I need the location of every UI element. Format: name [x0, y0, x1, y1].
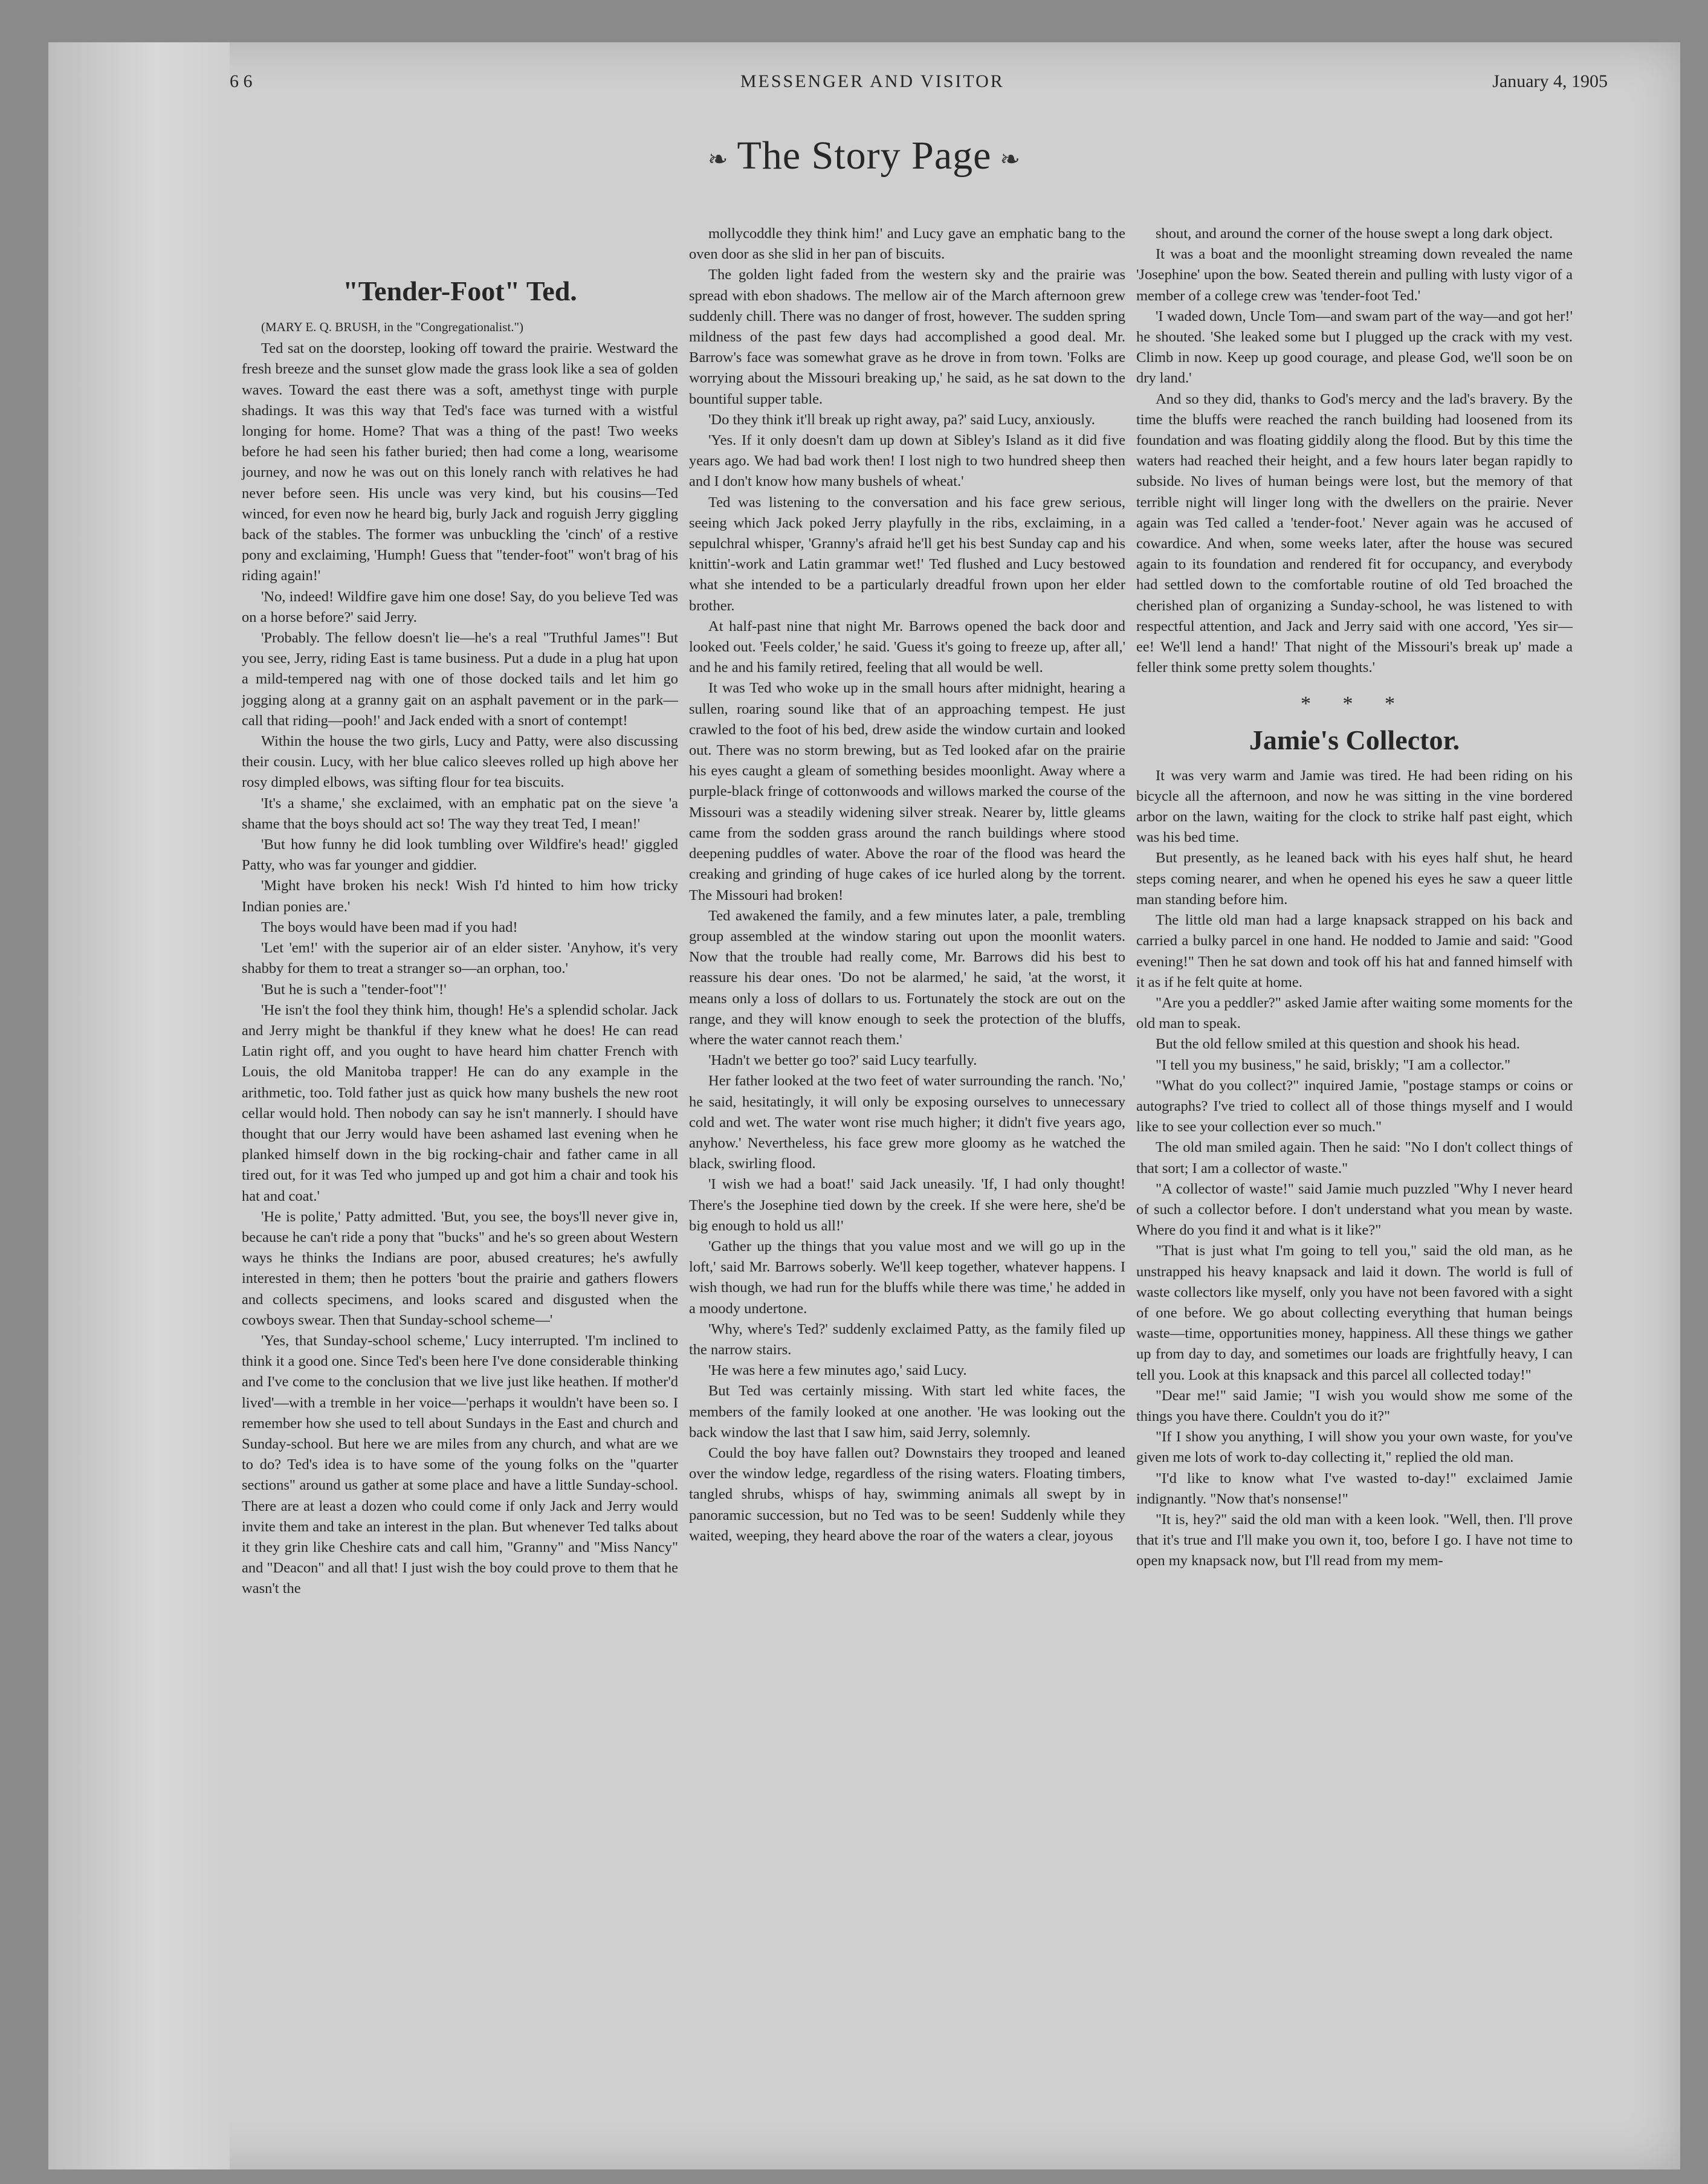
paragraph: 'He isn't the fool they think him, though! He's a splendid scholar. Jack and Jerry might be thankful if they knew what he does! He can read Latin right off, and you ought to have heard him chatter French with Louis, the old Manitoba trapper! He can do any example in the arithmetic, too. Told father just as quick how many bushels the new root cellar would hold. Then nobody can say he isn't mannerly. I should have thought that our Jerry would have been ashamed last evening when he planked himself down in the big rocking-chair and father came in all tired out, for it was Ted who jumped up and got him a chair and took his hat and coat.' — [242, 1001, 678, 1204]
story1-col2-body — [689, 224, 1125, 1546]
paragraph: Ted awakened the family, and a few minutes later, a pale, trembling group assembled at the window staring out upon the moonlit waters. Now that the trouble had really come, Mr. Barrows did his best to reassure his dear ones. 'Do not be alarmed,' he said, 'at the worst, it means only a loss of dollars to us. Fortunately the stock are out on the range, and they will know enough to seek the protection of the bluffs, where the water cannot reach them.' — [689, 907, 1125, 1048]
publication-name: MESSENGER AND VISITOR — [740, 71, 1004, 91]
page-fold-shadow — [48, 42, 230, 2169]
paragraph: The golden light faded from the western sky and the prairie was spread with ebon shadows. The mellow air of the March afternoon grew suddenly chill. There was no danger of frost, however. The sudden spring mildness of the past few days had accomplished a good deal. Mr. Barrow's face was somewhat grave as he drove in from town. 'Folks are worrying about the Missouri breaking up,' he said, as he sat down to the bountiful supper table. — [689, 267, 1125, 407]
paragraph: Could the boy have fallen out? Downstairs they trooped and leaned over the window ledge, regardless of the rising waters. Floating timbers, tangled shrubs, whisps of hay, swimming animals all swept by in panoramic succession, but no Ted was to be seen! Suddenly while they waited, weeping, they heard above the roar of the waters a clear, joyous — [689, 1444, 1125, 1544]
paragraph: Her father looked at the two feet of water surrounding the ranch. 'No,' he said, hesitatingly, it will only be exposing ourselves to unnecessary cold and wet. The water wont rise much higher; it didn't five years ago, anyhow.' Nevertheless, his face grew more gloomy as he watched the black, swirling flood. — [689, 1073, 1125, 1172]
story1-col3-body — [1136, 224, 1573, 678]
paragraph: 'It's a shame,' she exclaimed, with an emphatic pat on the sieve 'a shame that the boys should act so! The way they treat Ted, I mean!' — [242, 795, 678, 832]
ornament-right-icon: ❧ — [1000, 146, 1021, 173]
paragraph: 'Probably. The fellow doesn't lie—he's a real "Truthful James"! But you see, Jerry, riding East is tame business. Put a dude in a plug hat upon a mild-tempered nag with one of those docked tails and let him go jogging along at a granny gait on an asphalt pavement or in the park—call that riding—pooh!' and Jack ended with a snort of contempt! — [242, 630, 678, 729]
paragraph: It was very warm and Jamie was tired. He had been riding on his bicycle all the afternoon, and now he was sitting in the vine bordered arbor on the lawn, waiting for the clock to strike half past eight, which was his bed time. — [1136, 767, 1573, 846]
paragraph: "What do you collect?" inquired Jamie, "postage stamps or coins or autographs? I've tried to collect all of those things myself and I would like to see your collection ever so much." — [1136, 1077, 1573, 1136]
issue-date: January 4, 1905 — [1492, 71, 1608, 91]
paragraph: 'Let 'em!' with the superior air of an elder sister. 'Anyhow, it's very shabby for them to treat a stranger so—an orphan, too.' — [242, 940, 678, 977]
paragraph: And so they did, thanks to God's mercy and the lad's bravery. By the time the bluffs were reached the ranch building had loosened from its foundation and was floating giddily along the flood. But by this time the waters had reached their height, and a few hours later began rapidly to subside. No lives of human beings were lost, but the memory of that terrible night will linger long with the dwellers on the prairie. Never again was Ted called a 'tender-foot.' Never again was he accused of cowardice. And when, some weeks later, after the house was secured again to its foundation and rendered fit for occupancy, and everybody had settled down to the comfortable routine of old Ted broached the cherished plan of organizing a Sunday-school, he was listened to with respectful attention, and Jack and Jerry said with one accord, 'Yes sir—ee! We'll lend a hand!' That night of the Missouri's break up' made a feller think some pretty solem thoughts.' — [1136, 390, 1573, 676]
paragraph: 'Gather up the things that you value most and we will go up in the loft,' said Mr. Barrows soberly. We'll keep together, whatever happens. I wish though, we had run for the bluffs while there was time,' he added in a moody undertone. — [689, 1238, 1125, 1317]
paragraph: "It is, hey?" said the old man with a keen look. "Well, then. I'll prove that it's true and I'll make you own it, too, before I go. I have not time to open my knapsack now, but I'll read from my mem- — [1136, 1511, 1573, 1569]
paragraph: But Ted was certainly missing. With start led white faces, the members of the family looked at one another. 'He was looking out the back window the last that I saw him, said Jerry, solemnly. — [689, 1383, 1125, 1441]
paragraph: Ted was listening to the conversation and his face grew serious, seeing which Jack poked Jerry playfully in the ribs, exclaiming, in a sepulchral whisper, 'Granny's afraid he'll get his best Sunday cap and his knittin'-work and Latin grammar wet!' Ted flushed and Lucy bestowed what she intended to be a particularly dreadful frown upon her elder brother. — [689, 494, 1125, 614]
column-1 — [242, 266, 678, 1600]
paragraph: The old man smiled again. Then he said: "No I don't collect things of that sort; I am a collector of waste." — [1136, 1139, 1573, 1177]
paragraph: 'I wish we had a boat!' said Jack uneasily. 'If, I had only thought! There's the Josephine tied down by the creek. If she were here, she'd be big enough to hold us all!' — [689, 1176, 1125, 1234]
story1-title: "Tender-Foot" Ted. — [343, 276, 577, 306]
paragraph: 'Do they think it'll break up right away, pa?' said Lucy, anxiously. — [708, 411, 1095, 428]
paragraph: 'He was here a few minutes ago,' said Lucy. — [708, 1362, 967, 1379]
paragraph: "Are you a peddler?" asked Jamie after waiting some moments for the old man to speak. — [1136, 994, 1573, 1032]
paragraph: But presently, as he leaned back with his eyes half shut, he heard steps coming nearer, and when he opened his eyes he saw a queer little man standing before him. — [1136, 850, 1573, 908]
paragraph: "If I show you anything, I will show you your own waste, for you've given me lots of work to-day collecting it," replied the old man. — [1136, 1429, 1573, 1466]
paragraph: Within the house the two girls, Lucy and Patty, were also discussing their cousin. Lucy, with her blue calico sleeves rolled up high above her rosy dimpled elbows, was sifting flour for tea biscuits. — [242, 733, 678, 791]
paragraph: It was a boat and the moonlight streaming down revealed the name 'Josephine' upon the bow. Seated therein and pulling with lusty vigor of a member of a college crew was 'tender-foot Ted.' — [1136, 246, 1573, 304]
paragraph: 'But he is such a "tender-foot"!' — [261, 981, 447, 998]
paragraph: 'He is polite,' Patty admitted. 'But, you see, the boys'll never give in, because he can't ride a pony that "bucks" and he's so green about Western ways he thinks the Indians are poor, abused creatures; he's awfully interested in them; then he potters 'bout the prairie and gathers flowers and collects specimens, and looks scared and disgusted when the cowboys swear. Then that Sunday-school scheme—' — [242, 1208, 678, 1328]
newspaper-page — [48, 42, 1680, 2169]
paragraph: 'Hadn't we better go too?' said Lucy tearfully. — [708, 1052, 977, 1069]
paragraph: The boys would have been mad if you had! — [261, 919, 518, 935]
paragraph: "That is just what I'm going to tell you," said the old man, as he unstrapped his heavy knapsack and laid it down. The world is full of waste collectors like myself, only you have not been favored with a sight of one before. We go about collecting everything that human beings waste—time, opportunities money, happiness. All these things we gather up from day to day, and sometimes our loads are frightfully heavy, I can tell you. Look at this knapsack and this parcel all collected today!" — [1136, 1242, 1573, 1383]
paragraph: At half-past nine that night Mr. Barrows opened the back door and looked out. 'Feels colder,' he said. 'Guess it's going to freeze up, after all,' and he and his family retired, feeling that all would be well. — [689, 618, 1125, 676]
paragraph: shout, and around the corner of the house swept a long dark object. — [1156, 225, 1553, 242]
paragraph: But the old fellow smiled at this question and shook his head. — [1156, 1036, 1520, 1053]
story1-credit: (MARY E. Q. BRUSH, in the "Congregationalist.") — [261, 320, 524, 334]
page-header — [230, 63, 1608, 100]
paragraph: Ted sat on the doorstep, looking off toward the prairie. Westward the fresh breeze and the sunset glow made the grass look like a sea of golden waves. Toward the east there was a soft, amethyst tinge with purple shadings. It was this way that Ted's face was turned with a wistful longing for home. Home? That was a thing of the past! Two weeks before he had seen his father buried; then had come a long, wearisome journey, and now he was out on this lonely ranch with relatives he had never before seen. His uncle was very kind, but his cousins—Ted winced, for even now he heard big, burly Jack and roguish Jerry giggling back of the stables. The former was unbuckling the 'cinch' of a restive pony and exclaiming, 'Humph! Guess that "tender-foot" won't brag of his riding again!' — [242, 340, 678, 584]
column-2 — [689, 224, 1125, 1546]
paragraph: 'I waded down, Uncle Tom—and swam part of the way—and got her!' he shouted. 'She leaked some but I plugged up the crack with my vest. Climb in now. Keep up good courage, and please God, we'll soon be on dry land.' — [1136, 308, 1573, 387]
paragraph: "A collector of waste!" said Jamie much puzzled "Why I never heard of such a collector before. I don't understand what you mean by waste. Where do you find it and what is it like?" — [1136, 1180, 1573, 1239]
section-title: The Story Page — [737, 134, 992, 178]
paragraph: "Dear me!" said Jamie; "I wish you would show me some of the things you have there. Couldn't you do it?" — [1136, 1387, 1573, 1424]
story-separator: * * * — [1301, 693, 1408, 716]
paragraph: "I tell you my business," he said, briskly; "I am a collector." — [1156, 1056, 1511, 1073]
story2-body — [1136, 766, 1573, 1572]
paragraph: 'No, indeed! Wildfire gave him one dose! Say, do you believe Ted was on a horse before?' said Jerry. — [242, 588, 678, 625]
paragraph: 'But how funny he did look tumbling over Wildfire's head!' giggled Patty, who was far younger and giddier. — [242, 836, 678, 874]
paragraph: 'Why, where's Ted?' suddenly exclaimed Patty, as the family filed up the narrow stairs. — [689, 1320, 1125, 1358]
section-banner — [653, 133, 1076, 193]
paragraph: The little old man had a large knapsack strapped on his back and carried a bulky parcel in one hand. He nodded to Jamie and said: "Good evening!" Then he sat down and took off his hat and fanned himself with it as if he felt quite at home. — [1136, 912, 1573, 990]
paragraph: 'Yes, that Sunday-school scheme,' Lucy interrupted. 'I'm inclined to think it a good one. Since Ted's been here I've done considerable thinking and I've come to the conclusion that we live just like heathen. If mother'd lived'—with a tremble in her voice—'perhaps it wouldn't have been so. I remember how she used to tell about Sundays in the East and church and Sunday-school. But here we are miles from any church, and what are we to do? Ted's idea is to have some of the young folks on the "quarter sections" around us gather at some place and have a little Sunday-school. There are at least a dozen who could come if only Jack and Jerry would invite them and take an interest in the plan. But whenever Ted talks about it they grin like Cheshire cats and call him, "Granny" and "Miss Nancy" and "Deacon" and all that! I just wish the boy could prove to them that he wasn't the — [242, 1332, 678, 1597]
story1-col1-body — [242, 338, 678, 1599]
paragraph: mollycoddle they think him!' and Lucy gave an emphatic bang to the oven door as she slid in her pan of biscuits. — [689, 225, 1125, 263]
column-3 — [1136, 224, 1573, 1572]
paragraph: 'Yes. If it only doesn't dam up down at Sibley's Island as it did five years ago. We had bad work then! I lost nigh to two hundred sheep then and I don't know how many bushels of wheat.' — [689, 432, 1125, 490]
story2-title: Jamie's Collector. — [1249, 724, 1460, 755]
paragraph: "I'd like to know what I've wasted to-day!" exclaimed Jamie indignantly. "Now that's nonsense!" — [1136, 1470, 1573, 1507]
paragraph: 'Might have broken his neck! Wish I'd hinted to him how tricky Indian ponies are.' — [242, 877, 678, 915]
page-number: 6 6 — [230, 71, 253, 91]
ornament-left-icon: ❧ — [708, 146, 729, 173]
paragraph: It was Ted who woke up in the small hours after midnight, hearing a sullen, roaring sound like that of an approaching tempest. He just crawled to the foot of his bed, drew aside the window curtain and looked out. There was no storm brewing, but as Ted looked afar on the prairie his eyes caught a gleam of something besides moonlight. Away where a purple-black fringe of cottonwoods and willows marked the course of the Missouri was a steadily widening silver streak. Nearer by, little gleams came from the sodden grass around the ranch buildings where stood deepening puddles of water. Above the roar of the flood was heard the creaking and grinding of huge cakes of ice hurled along by the torrent. The Missouri had broken! — [689, 680, 1125, 903]
